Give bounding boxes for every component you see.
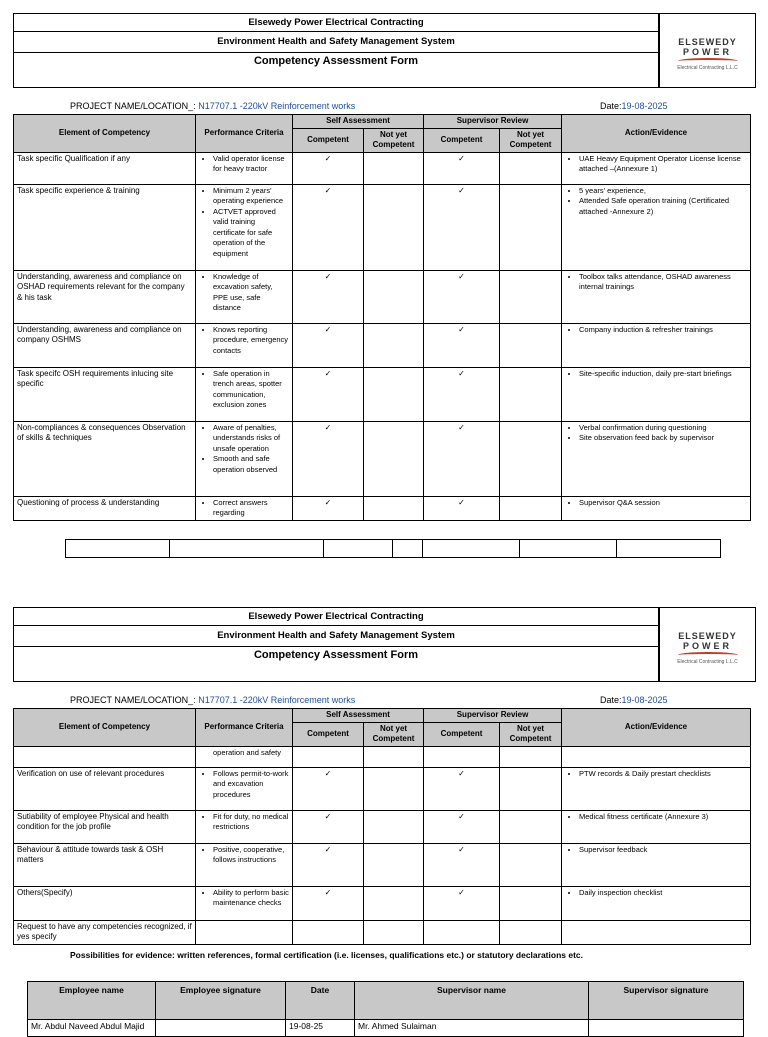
evidence-cell: • Verbal confirmation during questioning • Site observation feed back by supervisor bbox=[562, 421, 751, 496]
col-sup-competent: Competent bbox=[424, 128, 500, 152]
check-mark: ✓ bbox=[424, 496, 500, 520]
element-cell: Task specifc OSH requirements inlucing site specific bbox=[14, 367, 196, 421]
element-cell: Verification on use of relevant procedures bbox=[14, 767, 196, 810]
col-supervisor-signature: Supervisor signature bbox=[589, 982, 744, 1020]
date-line bbox=[600, 101, 668, 111]
company-logo: ELSEWEDY POWER Electrical Contracting L.L.C bbox=[659, 607, 756, 682]
logo-swoosh-icon bbox=[678, 652, 738, 658]
criteria-cell: • Follows permit-to-work and excavation procedures bbox=[196, 767, 293, 810]
evidence-cell: • Company induction & refresher trainings bbox=[562, 323, 751, 367]
evidence-cell: • 5 years' experience, • Attended Safe operation training (Certificated attached -Annexure 2) bbox=[562, 184, 751, 270]
check-mark: ✓ bbox=[293, 270, 364, 323]
form-title: Competency Assessment Form bbox=[13, 647, 659, 682]
col-element: Element of Competency bbox=[14, 115, 196, 153]
check-mark: ✓ bbox=[424, 270, 500, 323]
table-row bbox=[14, 496, 751, 520]
table-row bbox=[14, 767, 751, 810]
check-mark: ✓ bbox=[424, 367, 500, 421]
criteria-cell: • Safe operation in trench areas, spotter communication, exclusion zones bbox=[196, 367, 293, 421]
company-name: Elsewedy Power Electrical Contracting bbox=[13, 13, 659, 32]
table-row bbox=[14, 746, 751, 767]
table-row bbox=[14, 421, 751, 496]
date-label: Date: bbox=[600, 695, 622, 705]
check-mark: ✓ bbox=[293, 886, 364, 920]
check-mark: ✓ bbox=[293, 421, 364, 496]
evidence-possibilities-note: Possibilities for evidence: written references, formal certification (i.e. licenses, qualifications etc.) or statutory declarations etc. bbox=[70, 950, 583, 960]
criteria-cell: • Fit for duty, no medical restrictions bbox=[196, 810, 293, 843]
evidence-cell: • Supervisor Q&A session bbox=[562, 496, 751, 520]
check-mark: ✓ bbox=[293, 323, 364, 367]
col-sup-not-yet: Not yet Competent bbox=[500, 722, 562, 746]
check-mark: ✓ bbox=[293, 152, 364, 184]
criteria-cell: • Minimum 2 years' operating experience • ACTVET approved valid training certificate for safe operation of the equipment bbox=[196, 184, 293, 270]
company-logo: ELSEWEDY POWER Electrical Contracting L.L.C bbox=[659, 13, 756, 88]
signature-table bbox=[27, 981, 744, 1037]
check-mark: ✓ bbox=[424, 421, 500, 496]
col-self-competent: Competent bbox=[293, 722, 364, 746]
criteria-cell: • Ability to perform basic maintenance checks bbox=[196, 886, 293, 920]
check-mark: ✓ bbox=[424, 152, 500, 184]
competency-table-page1 bbox=[13, 114, 751, 521]
signature-row bbox=[28, 1020, 744, 1037]
project-label: PROJECT NAME/LOCATION_: bbox=[70, 695, 196, 705]
check-mark: ✓ bbox=[424, 886, 500, 920]
element-cell: Task specific Qualification if any bbox=[14, 152, 196, 184]
check-mark: ✓ bbox=[424, 184, 500, 270]
col-employee-signature: Employee signature bbox=[156, 982, 286, 1020]
date-label: Date: bbox=[600, 101, 622, 111]
check-mark: ✓ bbox=[293, 843, 364, 886]
col-sup-not-yet: Not yet Competent bbox=[500, 128, 562, 152]
col-employee-name: Employee name bbox=[28, 982, 156, 1020]
project-line bbox=[70, 101, 355, 111]
element-cell: Understanding, awareness and compliance on OSHAD requirements relevant for the company & his task bbox=[14, 270, 196, 323]
form-header-page1 bbox=[13, 13, 756, 88]
project-value: N17707.1 -220kV Reinforcement works bbox=[195, 695, 356, 705]
date-cell: 19-08-25 bbox=[286, 1020, 355, 1037]
table-row bbox=[14, 367, 751, 421]
col-action-evidence: Action/Evidence bbox=[562, 709, 751, 747]
evidence-cell: • Supervisor feedback bbox=[562, 843, 751, 886]
element-cell: Non-compliances & consequences Observation of skills & techniques bbox=[14, 421, 196, 496]
form-header-page2 bbox=[13, 607, 756, 682]
check-mark: ✓ bbox=[293, 367, 364, 421]
criteria-continuation: operation and safety bbox=[196, 746, 293, 767]
col-self-not-yet: Not yet Competent bbox=[364, 128, 424, 152]
company-name: Elsewedy Power Electrical Contracting bbox=[13, 607, 659, 626]
col-self-competent: Competent bbox=[293, 128, 364, 152]
date-value: 19-08-2025 bbox=[621, 101, 668, 111]
evidence-cell: • Daily inspection checklist bbox=[562, 886, 751, 920]
table-row bbox=[14, 270, 751, 323]
criteria-cell: • Valid operator license for heavy tractor bbox=[196, 152, 293, 184]
criteria-cell: • Knows reporting procedure, emergency contacts bbox=[196, 323, 293, 367]
check-mark: ✓ bbox=[424, 323, 500, 367]
project-value: N17707.1 -220kV Reinforcement works bbox=[195, 101, 356, 111]
employee-signature-cell bbox=[156, 1020, 286, 1037]
page1-footer-row bbox=[65, 539, 721, 558]
col-supervisor-review: Supervisor Review bbox=[424, 709, 562, 723]
col-sup-competent: Competent bbox=[424, 722, 500, 746]
col-supervisor-review: Supervisor Review bbox=[424, 115, 562, 129]
request-cell: Request to have any competencies recognized, if yes specify bbox=[14, 920, 196, 944]
col-self-not-yet: Not yet Competent bbox=[364, 722, 424, 746]
check-mark: ✓ bbox=[424, 767, 500, 810]
check-mark: ✓ bbox=[424, 843, 500, 886]
col-criteria: Performance Criteria bbox=[196, 709, 293, 747]
evidence-cell: • Site-specific induction, daily pre-start briefings bbox=[562, 367, 751, 421]
table-row bbox=[14, 152, 751, 184]
table-row bbox=[14, 810, 751, 843]
col-supervisor-name: Supervisor name bbox=[355, 982, 589, 1020]
check-mark: ✓ bbox=[293, 767, 364, 810]
criteria-cell: • Correct answers regarding bbox=[196, 496, 293, 520]
col-date: Date bbox=[286, 982, 355, 1020]
date-line bbox=[600, 695, 668, 705]
col-element: Element of Competency bbox=[14, 709, 196, 747]
check-mark: ✓ bbox=[293, 810, 364, 843]
date-value: 19-08-2025 bbox=[621, 695, 668, 705]
table-row bbox=[14, 843, 751, 886]
criteria-cell: • Positive, cooperative, follows instructions bbox=[196, 843, 293, 886]
element-cell: Behaviour & attitude towards task & OSH matters bbox=[14, 843, 196, 886]
competency-table-page2 bbox=[13, 708, 751, 945]
col-self-assessment: Self Assessment bbox=[293, 709, 424, 723]
evidence-cell: • Medical fitness certificate (Annexure 3) bbox=[562, 810, 751, 843]
supervisor-name-cell: Mr. Ahmed Sulaiman bbox=[355, 1020, 589, 1037]
criteria-cell: • Knowledge of excavation safety, PPE use, safe distance bbox=[196, 270, 293, 323]
project-line bbox=[70, 695, 355, 705]
evidence-cell: • PTW records & Daily prestart checklists bbox=[562, 767, 751, 810]
element-cell: Understanding, awareness and compliance on company OSHMS bbox=[14, 323, 196, 367]
check-mark: ✓ bbox=[293, 184, 364, 270]
col-criteria: Performance Criteria bbox=[196, 115, 293, 153]
check-mark: ✓ bbox=[424, 810, 500, 843]
employee-name-cell: Mr. Abdul Naveed Abdul Majid bbox=[28, 1020, 156, 1037]
table-row bbox=[14, 323, 751, 367]
form-title: Competency Assessment Form bbox=[13, 53, 659, 88]
system-name: Environment Health and Safety Management System bbox=[13, 32, 659, 53]
table-row bbox=[14, 920, 751, 944]
evidence-cell: • Toolbox talks attendance, OSHAD awareness internal trainings bbox=[562, 270, 751, 323]
system-name: Environment Health and Safety Management System bbox=[13, 626, 659, 647]
col-action-evidence: Action/Evidence bbox=[562, 115, 751, 153]
logo-swoosh-icon bbox=[678, 58, 738, 64]
table-row bbox=[14, 184, 751, 270]
evidence-cell: • UAE Heavy Equipment Operator License license attached –(Annexure 1) bbox=[562, 152, 751, 184]
element-cell: Questioning of process & understanding bbox=[14, 496, 196, 520]
element-cell: Task specific experience & training bbox=[14, 184, 196, 270]
project-label: PROJECT NAME/LOCATION_: bbox=[70, 101, 196, 111]
element-cell: Sutiability of employee Physical and health condition for the job profile bbox=[14, 810, 196, 843]
element-cell: Others(Specify) bbox=[14, 886, 196, 920]
col-self-assessment: Self Assessment bbox=[293, 115, 424, 129]
supervisor-signature-cell bbox=[589, 1020, 744, 1037]
criteria-cell: • Aware of penalties, understands risks of unsafe operation • Smooth and safe operation observed bbox=[196, 421, 293, 496]
table-row bbox=[14, 886, 751, 920]
check-mark: ✓ bbox=[293, 496, 364, 520]
